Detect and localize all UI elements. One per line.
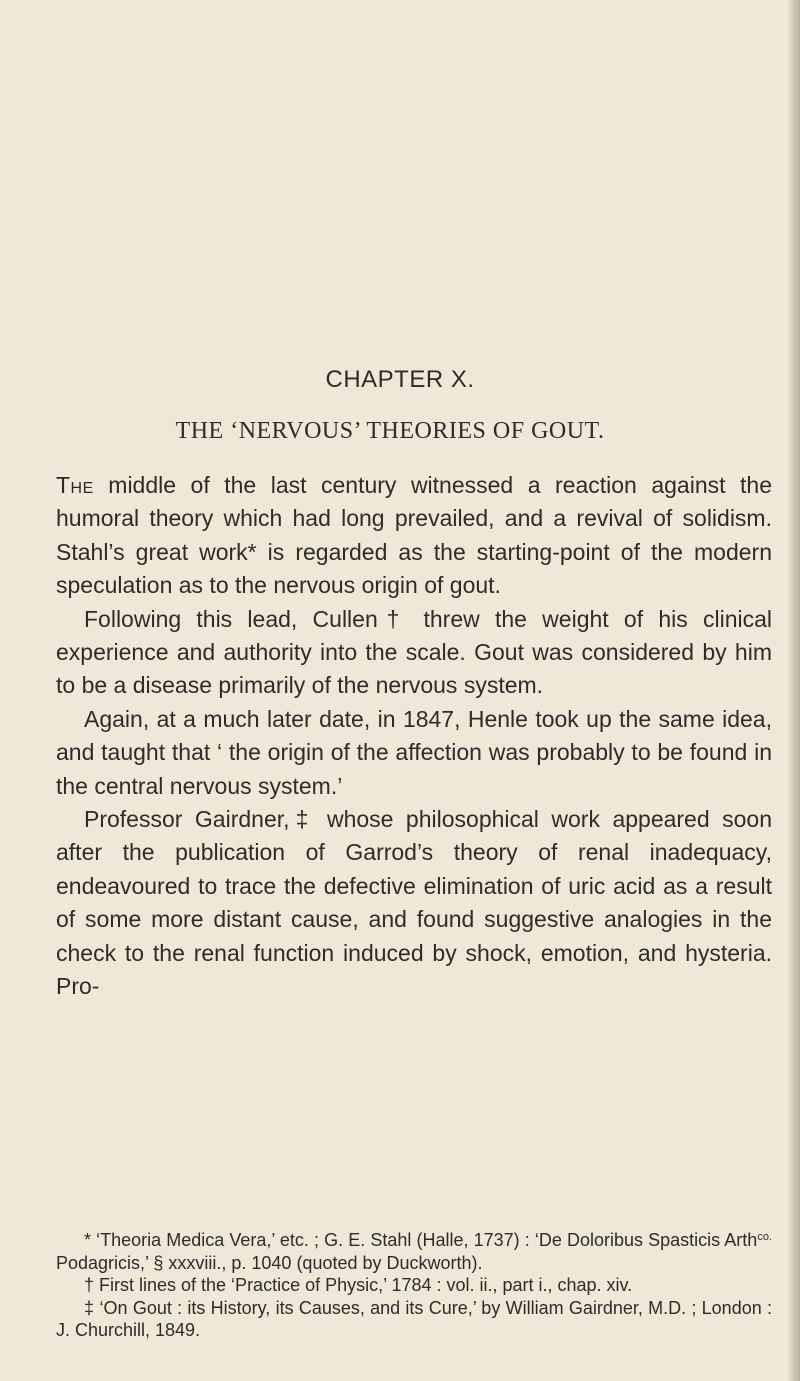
footnote-1-text-b: Podagricis,’ § xxxviii., p. 1040 (quoted by Duckworth). <box>56 1252 483 1273</box>
footnote-1-text-a: * ‘Theoria Medica Vera,’ etc. ; G. E. Stahl (Halle, 1737) : ‘De Doloribus Spasticis Arth <box>84 1230 758 1250</box>
paragraph-4: Professor Gairdner,‡ whose philosophical work appeared soon after the publication of Garrod’s theory of renal inadequacy, endeavoured to trace the defective elimination of uric acid as a result of some more distant cause, and found suggestive analogies in the check to the renal function induced by shock, emotion, and hysteria. Pro- <box>56 806 772 1000</box>
body-text <box>56 469 772 1004</box>
paragraph-3: Again, at a much later date, in 1847, Henle took up the same idea, and taught that ‘ the origin of the affection was probably to be found in the central nervous system.’ <box>56 705 772 799</box>
footnote-3: ‡ ‘On Gout : its History, its Causes, and its Cure,’ by William Gairdner, M.D. ; London : J. Churchill, 1849. <box>56 1297 772 1341</box>
paragraph-lead-word: The <box>56 472 94 498</box>
paragraph-1 <box>56 469 772 603</box>
chapter-number: CHAPTER X. <box>325 366 475 393</box>
footnotes <box>56 1226 772 1342</box>
paragraph-2: Following this lead, Cullen† threw the weight of his clinical experience and authority into the scale. Gout was considered by him to be a disease primarily of the nervous system. <box>56 605 772 699</box>
paragraph-1-text: middle of the last century witnessed a reaction against the humoral theory which had long prevailed, and a revival of solidism. Stahl’s great work* is regarded as the starting-point of the modern speculation as to the nervous origin of gout. <box>56 472 772 599</box>
footnote-1-superscript: co. <box>757 1231 772 1243</box>
footnote-2: † First lines of the ‘Practice of Physic,’ 1784 : vol. ii., part i., chap. xiv. <box>84 1275 633 1296</box>
footnote-1 <box>56 1226 772 1274</box>
page-edge-shadow <box>786 0 800 1381</box>
chapter-title: THE ‘NERVOUS’ THEORIES OF GOUT. <box>175 418 605 444</box>
